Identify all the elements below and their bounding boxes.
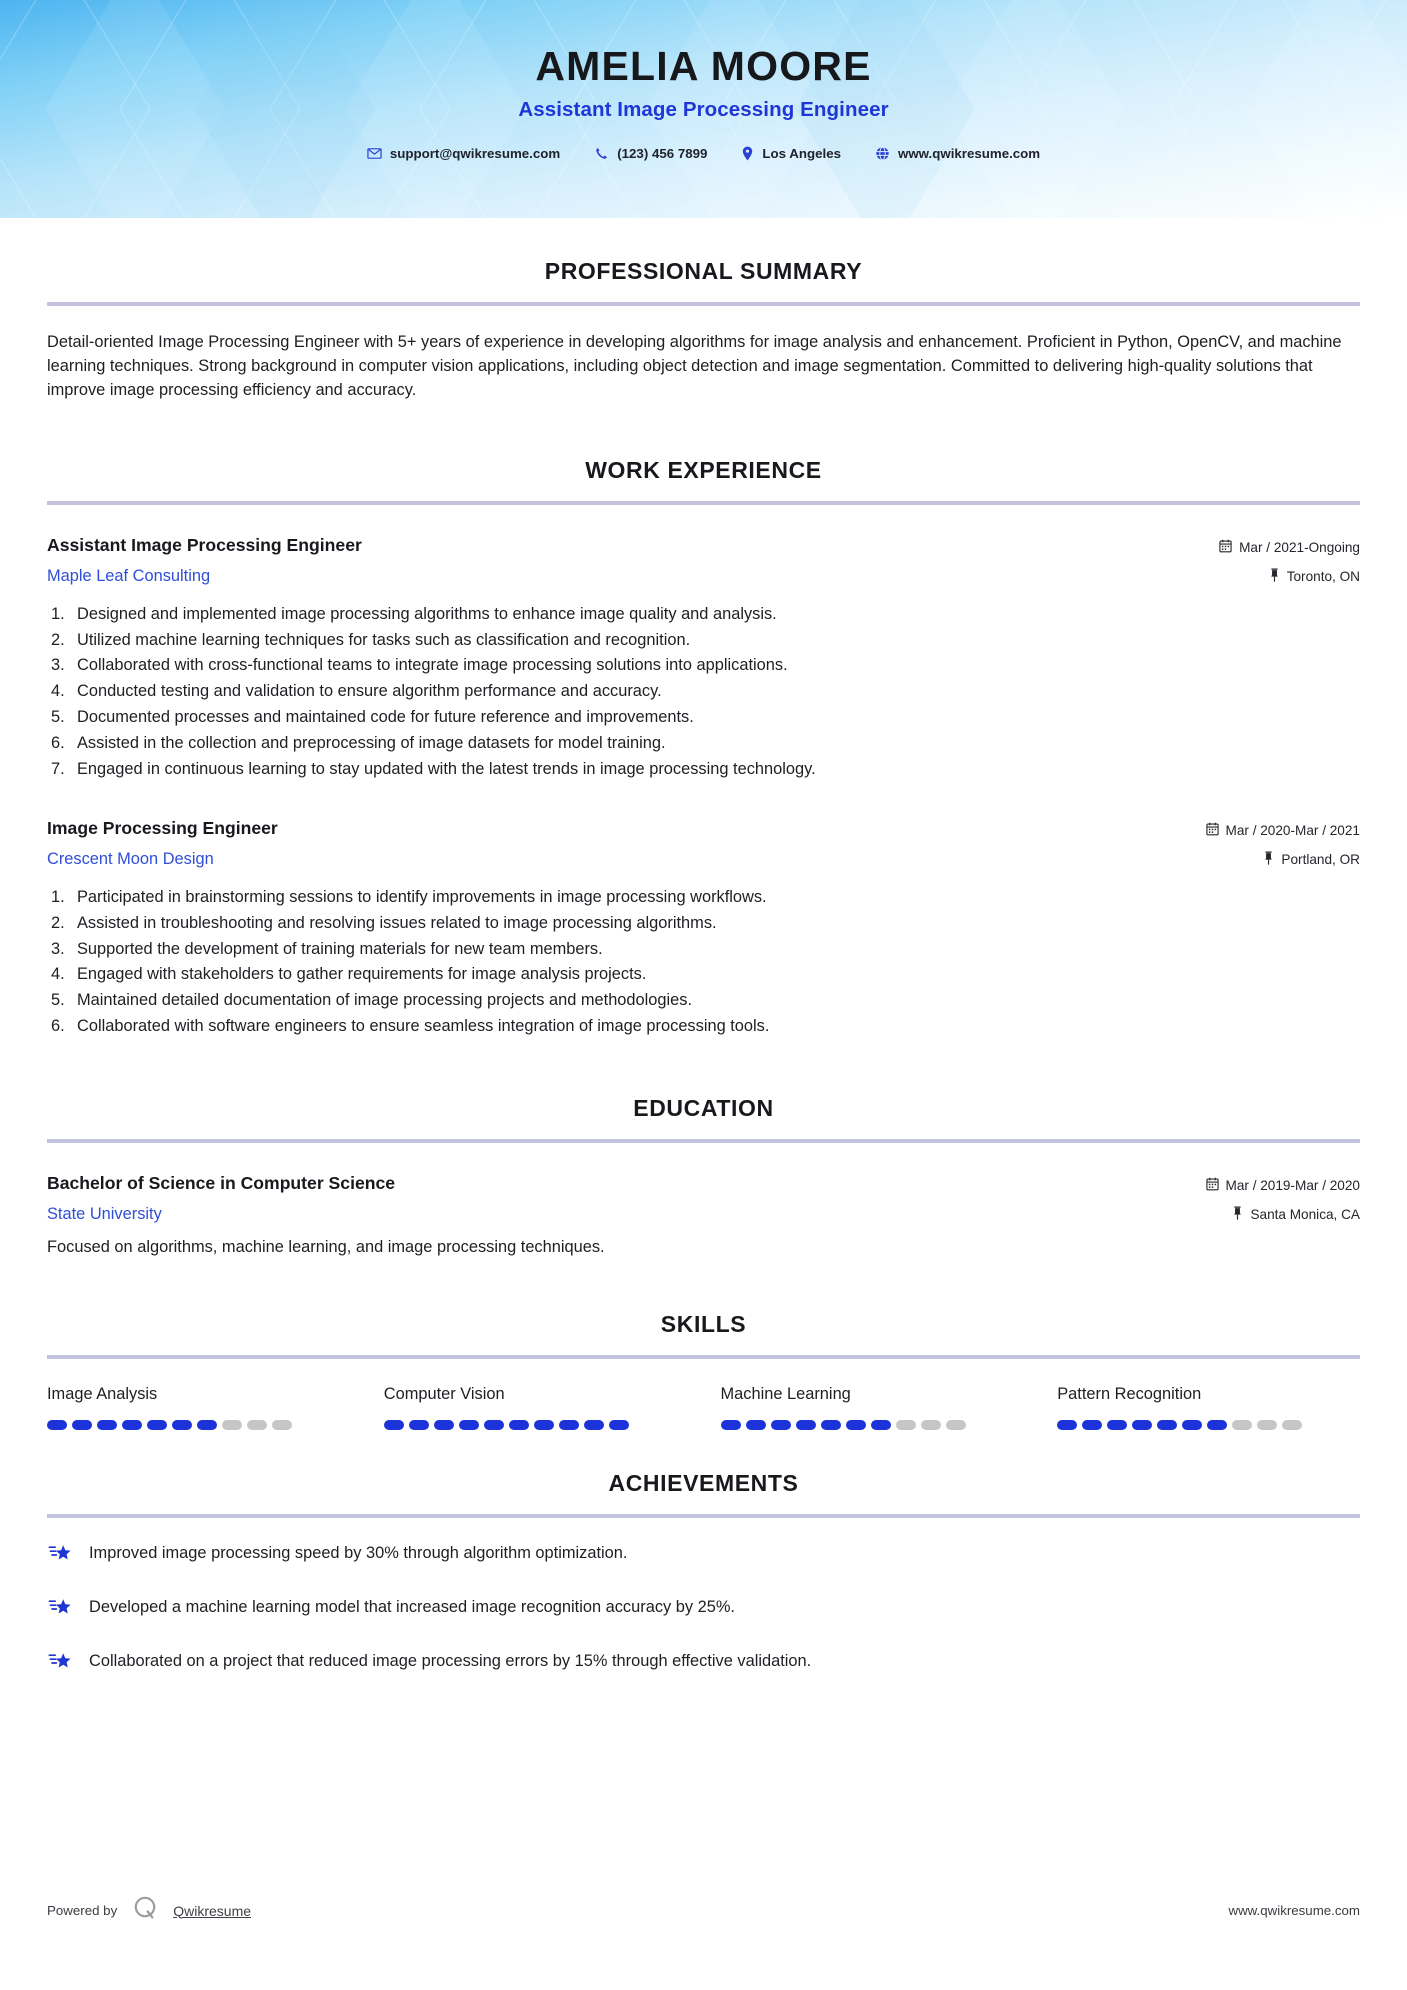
pushpin-icon: [1263, 851, 1274, 868]
contact-phone[interactable]: [577, 146, 724, 161]
section-divider: [47, 1139, 1360, 1143]
education-note: Focused on algorithms, machine learning, and image processing techniques.: [47, 1237, 605, 1256]
achievements-section-title: ACHIEVEMENTS: [608, 1469, 799, 1496]
experience-bullet: Assisted in troubleshooting and resolving issues related to image processing algorithms.: [77, 913, 717, 932]
skill-level-dot: [247, 1420, 267, 1430]
summary-paragraph: Detail-oriented Image Processing Engineer with 5+ years of experience in developing algorithms for image analysis and enhancement. Proficient in Python, OpenCV, and machine learning techniques. Strong background in computer vision applications, including object detection and image segmentation. Committed to delivering high-quality solutions that improve image processing efficiency and accuracy.: [47, 333, 1342, 399]
education-date-line: [1206, 1177, 1361, 1194]
experience-job-title: Image Processing Engineer: [47, 818, 278, 839]
experience-location: Toronto, ON: [1286, 568, 1360, 584]
candidate-name: AMELIA MOORE: [535, 43, 872, 89]
location-pin-icon: [741, 146, 754, 161]
skill-level-meter: [47, 1420, 350, 1430]
experience-date-line: [1206, 822, 1361, 839]
skill-level-dot: [1057, 1420, 1077, 1430]
skill-level-dot: [746, 1420, 766, 1430]
education-entry: [47, 1173, 1360, 1257]
skill-level-dot: [1182, 1420, 1202, 1430]
contact-website[interactable]: [858, 146, 1057, 161]
experience-dates: Mar / 2020-Mar / 2021: [1225, 823, 1360, 839]
skill-label: Machine Learning: [720, 1384, 851, 1403]
skill-level-dot: [1257, 1420, 1277, 1430]
shooting-star-icon: [47, 1648, 75, 1680]
skill-level-dot: [896, 1420, 916, 1430]
skill-level-dot: [484, 1420, 504, 1430]
skill-level-dot: [1207, 1420, 1227, 1430]
experience-bullet: Engaged with stakeholders to gather requirements for image analysis projects.: [77, 965, 647, 984]
experience-bullet: Documented processes and maintained code for future reference and improvements.: [77, 708, 694, 727]
experience-bullet: Utilized machine learning techniques for tasks such as classification and recognition.: [77, 630, 691, 649]
skill-label: Computer Vision: [383, 1384, 505, 1403]
experience-meta: [1219, 535, 1360, 585]
experience-bullet: Participated in brainstorming sessions to identify improvements in image processing workflows.: [77, 888, 767, 907]
experience-entry: [47, 818, 1360, 1037]
skill-item: [721, 1385, 1024, 1430]
education-school-name[interactable]: State University: [47, 1204, 162, 1223]
contact-website-text: www.qwikresume.com: [898, 146, 1041, 162]
skill-level-dot: [172, 1420, 192, 1430]
phone-icon: [594, 146, 609, 161]
section-divider: [47, 302, 1360, 306]
contact-phone-text: (123) 456 7899: [617, 146, 708, 162]
experience-bullet: Conducted testing and validation to ensure algorithm performance and accuracy.: [77, 682, 662, 701]
shooting-star-icon: [47, 1540, 75, 1572]
shooting-star-icon: [47, 1594, 75, 1626]
qwikresume-logo-icon: [130, 1893, 160, 1928]
section-divider: [47, 501, 1360, 505]
resume-header: [0, 0, 1407, 218]
education-degree: Bachelor of Science in Computer Science: [47, 1172, 396, 1193]
section-work-experience: [0, 457, 1407, 1038]
skill-level-dot: [1232, 1420, 1252, 1430]
achievements-list: [47, 1540, 1360, 1680]
section-education: [0, 1095, 1407, 1257]
section-achievements: [0, 1470, 1407, 1680]
skill-level-dot: [72, 1420, 92, 1430]
section-professional-summary: [0, 258, 1407, 403]
experience-bullet: Collaborated with cross-functional teams to integrate image processing solutions into applications.: [77, 656, 788, 675]
skill-label: Image Analysis: [47, 1384, 158, 1403]
calendar-icon: [1206, 1177, 1219, 1194]
education-section-title: EDUCATION: [633, 1094, 774, 1121]
qwikresume-brand-link[interactable]: Qwikresume: [173, 1902, 252, 1919]
experience-location: Portland, OR: [1281, 852, 1360, 868]
skill-level-dot: [272, 1420, 292, 1430]
skill-level-dot: [946, 1420, 966, 1430]
achievement-text: Collaborated on a project that reduced image processing errors by 15% through effective validation.: [89, 1651, 812, 1670]
experience-bullet: Engaged in continuous learning to stay updated with the latest trends in image processing technology.: [77, 759, 816, 778]
summary-section-title: PROFESSIONAL SUMMARY: [544, 258, 863, 284]
envelope-icon: [367, 146, 382, 161]
skills-grid: [47, 1385, 1360, 1430]
globe-icon: [875, 146, 890, 161]
skill-level-dot: [147, 1420, 167, 1430]
skill-level-dot: [97, 1420, 117, 1430]
skill-level-dot: [409, 1420, 429, 1430]
education-location: Santa Monica, CA: [1250, 1206, 1360, 1222]
skill-level-dot: [721, 1420, 741, 1430]
skill-label: Pattern Recognition: [1057, 1384, 1202, 1403]
skill-level-dot: [1282, 1420, 1302, 1430]
experience-section-title: WORK EXPERIENCE: [585, 456, 822, 483]
pushpin-icon: [1232, 1206, 1243, 1223]
calendar-icon: [1219, 539, 1232, 556]
skill-level-dot: [921, 1420, 941, 1430]
skill-level-dot: [609, 1420, 629, 1430]
contact-email[interactable]: [350, 146, 577, 161]
calendar-icon: [1206, 822, 1219, 839]
candidate-job-title: Assistant Image Processing Engineer: [518, 98, 889, 122]
skill-level-dot: [846, 1420, 866, 1430]
experience-bullet-list: [47, 603, 1360, 780]
achievement-item: [47, 1648, 1360, 1680]
achievement-text: Developed a machine learning model that increased image recognition accuracy by 25%.: [89, 1597, 735, 1616]
experience-date-line: [1219, 539, 1360, 556]
education-location-line: [1206, 1206, 1361, 1223]
skill-level-dot: [1132, 1420, 1152, 1430]
contact-info-row: [0, 146, 1407, 161]
experience-location-line: [1206, 851, 1361, 868]
skill-level-dot: [1082, 1420, 1102, 1430]
education-dates: Mar / 2019-Mar / 2020: [1225, 1177, 1360, 1193]
experience-location-line: [1219, 568, 1360, 585]
pushpin-icon: [1269, 568, 1280, 585]
education-meta: [1206, 1173, 1361, 1223]
experience-bullet: Assisted in the collection and preprocessing of image datasets for model training.: [77, 733, 666, 752]
skill-level-dot: [509, 1420, 529, 1430]
experience-company-name[interactable]: Maple Leaf Consulting: [47, 566, 211, 585]
skill-level-dot: [1157, 1420, 1177, 1430]
skill-item: [384, 1385, 687, 1430]
achievement-item: [47, 1594, 1360, 1626]
skill-level-meter: [1057, 1420, 1360, 1430]
contact-email-text: support@qwikresume.com: [389, 146, 561, 162]
experience-meta: [1206, 818, 1361, 868]
skill-level-dot: [534, 1420, 554, 1430]
section-divider: [47, 1355, 1360, 1359]
footer-website[interactable]: www.qwikresume.com: [1228, 1903, 1360, 1918]
experience-job-title: Assistant Image Processing Engineer: [47, 534, 362, 555]
achievement-text: Improved image processing speed by 30% through algorithm optimization.: [89, 1543, 628, 1562]
skill-level-dot: [197, 1420, 217, 1430]
experience-bullet-list: [47, 886, 1360, 1037]
skill-level-dot: [434, 1420, 454, 1430]
experience-bullet: Designed and implemented image processing algorithms to enhance image quality and analysis.: [77, 604, 777, 623]
skill-level-dot: [122, 1420, 142, 1430]
skill-level-dot: [821, 1420, 841, 1430]
experience-company-name[interactable]: Crescent Moon Design: [47, 850, 214, 869]
skill-level-dot: [222, 1420, 242, 1430]
skill-level-dot: [871, 1420, 891, 1430]
experience-bullet: Supported the development of training materials for new team members.: [77, 939, 603, 958]
skill-level-dot: [1107, 1420, 1127, 1430]
skill-level-dot: [559, 1420, 579, 1430]
experience-dates: Mar / 2021-Ongoing: [1239, 539, 1360, 555]
powered-by-label: Powered by: [47, 1903, 118, 1918]
skill-level-dot: [771, 1420, 791, 1430]
skills-section-title: SKILLS: [660, 1310, 747, 1337]
skill-level-dot: [459, 1420, 479, 1430]
skill-level-meter: [721, 1420, 1024, 1430]
skill-item: [1057, 1385, 1360, 1430]
contact-location-text: Los Angeles: [762, 146, 841, 162]
skill-level-dot: [584, 1420, 604, 1430]
skill-level-meter: [384, 1420, 687, 1430]
experience-bullet: Maintained detailed documentation of image processing projects and methodologies.: [77, 991, 693, 1010]
skill-level-dot: [384, 1420, 404, 1430]
contact-location: [724, 146, 858, 161]
skill-level-dot: [47, 1420, 67, 1430]
skill-item: [47, 1385, 350, 1430]
page-footer: [0, 1893, 1407, 1928]
section-divider: [47, 1514, 1360, 1518]
experience-entry: [47, 535, 1360, 780]
skill-level-dot: [796, 1420, 816, 1430]
section-skills: [0, 1311, 1407, 1430]
experience-bullet: Collaborated with software engineers to ensure seamless integration of image processing tools.: [77, 1017, 770, 1036]
achievement-item: [47, 1540, 1360, 1572]
